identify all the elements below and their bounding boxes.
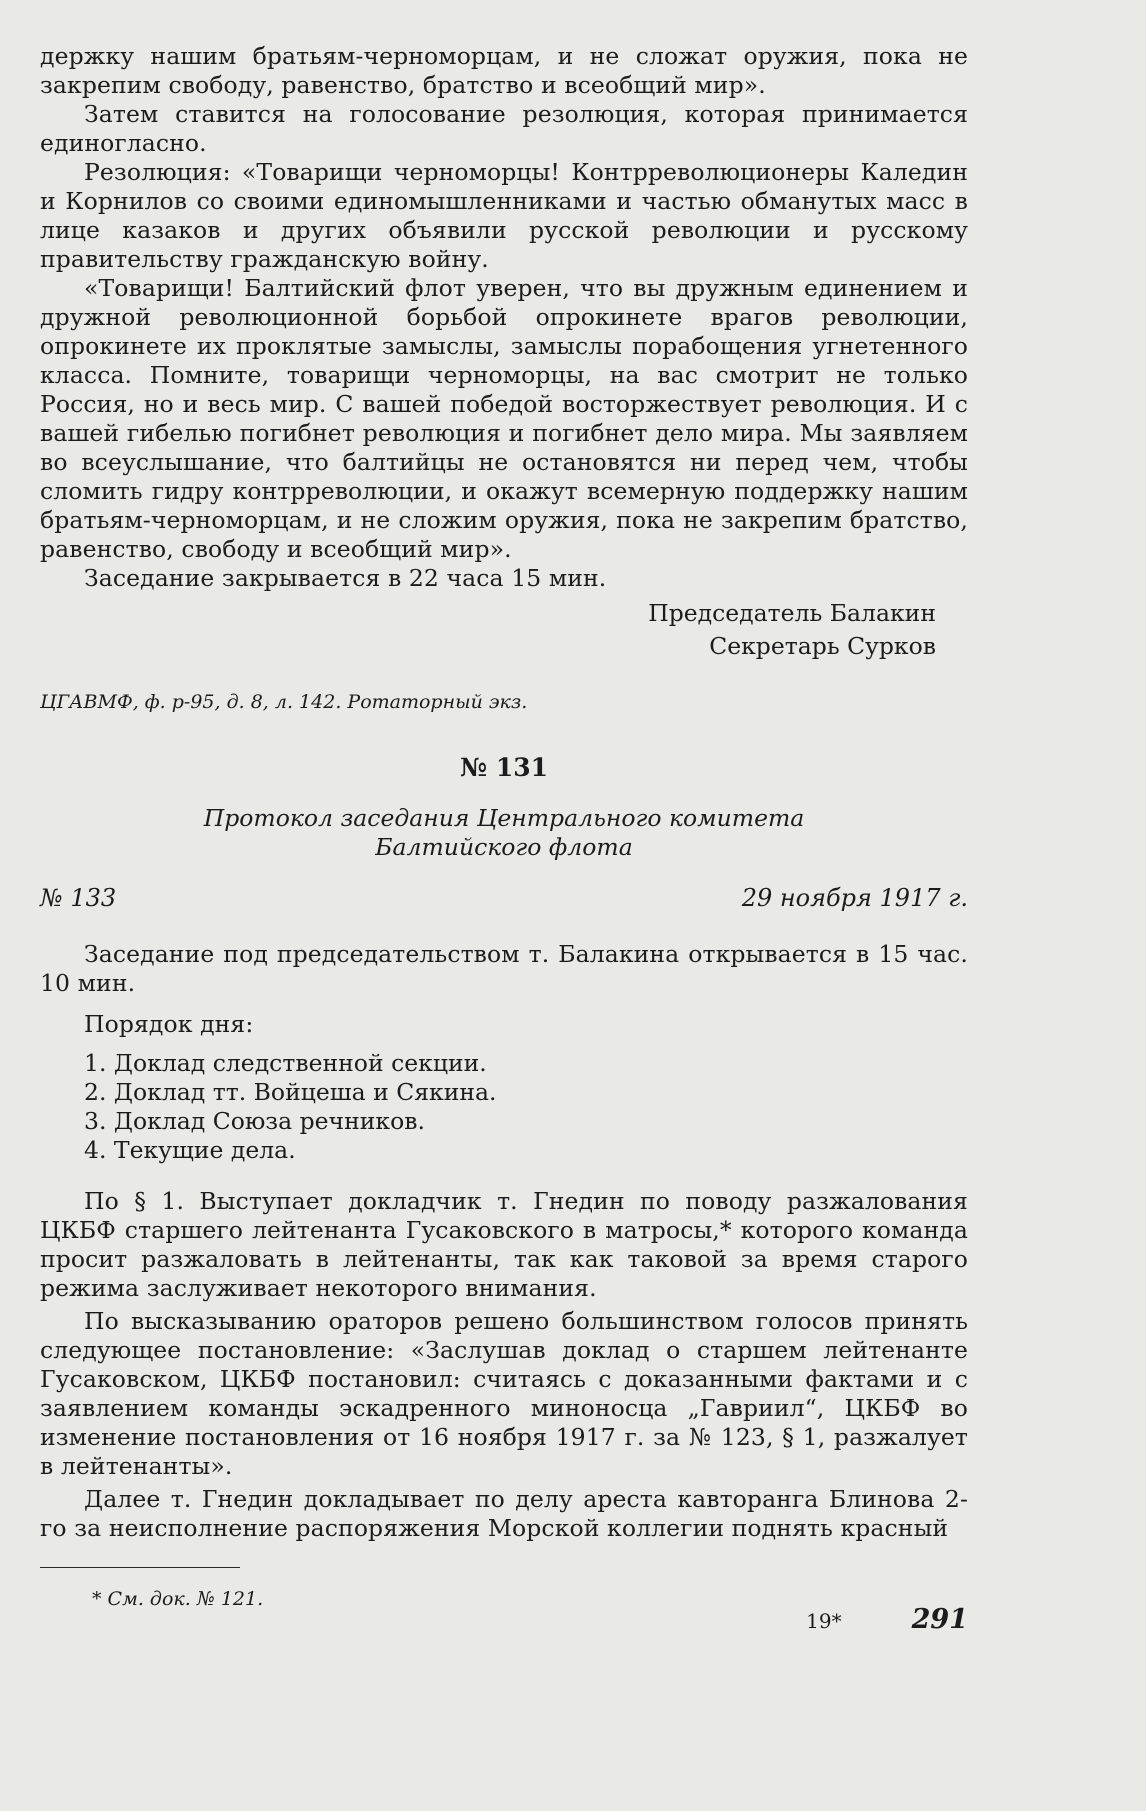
document-title-line2: Балтийского флота xyxy=(375,833,633,861)
paragraph-next: Далее т. Гнедин докладывает по делу ареста кавторанга Блинова 2-го за неисполнение распоряжения Морской коллегии поднять красный xyxy=(40,1485,968,1542)
signature-chairman: Председатель Балакин xyxy=(648,599,936,627)
document-title xyxy=(40,804,968,862)
footnote-divider xyxy=(40,1567,240,1568)
protocol-number: № 133 xyxy=(40,884,117,912)
paragraph-continued: держку нашим братьям-черноморцам, и не сложат оружия, пока не закрепим свободу, равенство, братство и всеобщий мир». xyxy=(40,42,968,99)
agenda-item: 2. Доклад тт. Войцеша и Сякина. xyxy=(84,1078,497,1106)
paragraph-decision: По высказыванию ораторов решено большинством голосов принять следующее постановление: «Заслушав доклад о старшем лейтенанте Гусаковском, ЦКБФ постановил: считаясь с доказанными фактами и с заявлением команды эскадренного миноносца „Гавриил“, ЦКБФ во изменение постановления от 16 ноября 1917 г. за № 123, § 1, разжалует в лейтенанты». xyxy=(40,1307,968,1480)
paragraph-resolution: Резолюция: «Товарищи черноморцы! Контрреволюционеры Каледин и Корнилов со своими единомышленниками и частью обманутых масс в лице казаков и других объявили русской революции и русскому правительству гражданскую войну. xyxy=(40,158,968,273)
agenda-item: 3. Доклад Союза речников. xyxy=(84,1107,425,1135)
agenda-list xyxy=(40,1049,968,1165)
agenda-item: 4. Текущие дела. xyxy=(84,1136,296,1164)
document-number: № 131 xyxy=(459,753,549,782)
paragraph-opening: Заседание под председательством т. Балакина открывается в 15 час. 10 мин. xyxy=(40,940,968,997)
paragraph-vote: Затем ставится на голосование резолюция, которая принимается единогласно. xyxy=(40,100,968,157)
document-title-line1: Протокол заседания Центрального комитета xyxy=(203,804,805,832)
protocol-date: 29 ноября 1917 г. xyxy=(741,884,968,912)
paragraph-section1: По § 1. Выступает докладчик т. Гнедин по поводу разжалования ЦКБФ старшего лейтенанта Гусаковского в матросы,* которого команда просит разжаловать в лейтенанты, так как таковой за время старого режима заслуживает некоторого внимания. xyxy=(40,1187,968,1302)
protocol-meta xyxy=(40,884,968,912)
paragraph-closing: Заседание закрывается в 22 часа 15 мин. xyxy=(84,564,607,592)
sheet-signature: 19* xyxy=(806,1609,842,1633)
page-body xyxy=(40,42,968,1610)
footnote: * См. док. № 121. xyxy=(92,1588,264,1610)
signatures xyxy=(40,597,968,663)
agenda-item: 1. Доклад следственной секции. xyxy=(84,1049,487,1077)
agenda-label: Порядок дня: xyxy=(84,1010,254,1038)
page-number: 291 xyxy=(911,1604,968,1635)
paragraph-appeal: «Товарищи! Балтийский флот уверен, что вы дружным единением и дружной революционной борьбой опрокинете врагов революции, опрокинете их проклятые замыслы, замыслы порабощения угнетенного класса. Помните, товарищи черноморцы, на вас смотрит не только Россия, но и весь мир. С вашей победой восторжествует революция. И с вашей гибелью погибнет революция и погибнет дело мира. Мы заявляем во всеуслышание, что балтийцы не остановятся ни перед чем, чтобы сломить гидру контрреволюции, и окажут всемерную поддержку нашим братьям-черноморцам, и не сложим оружия, пока не закрепим братство, равенство, свободу и всеобщий мир». xyxy=(40,274,968,563)
page-footer xyxy=(40,1604,968,1635)
signature-secretary: Секретарь Сурков xyxy=(709,632,936,660)
archive-source: ЦГАВМФ, ф. р-95, д. 8, л. 142. Ротаторный экз. xyxy=(40,691,528,713)
